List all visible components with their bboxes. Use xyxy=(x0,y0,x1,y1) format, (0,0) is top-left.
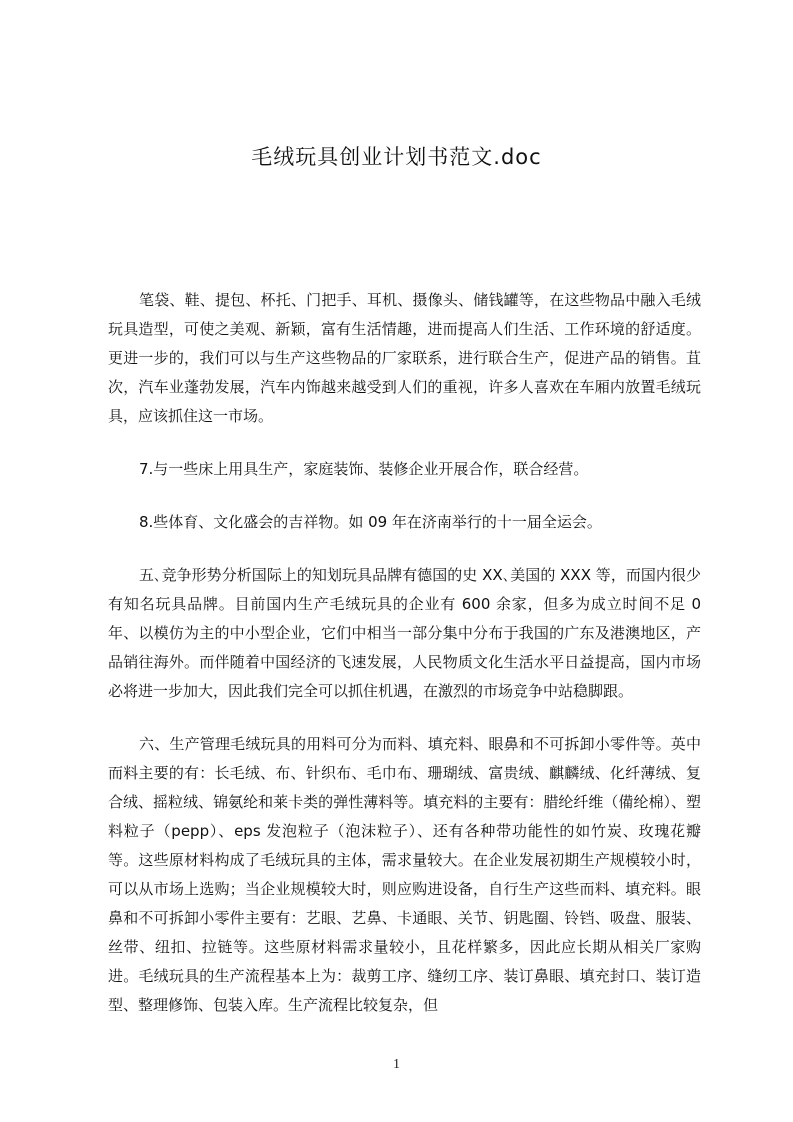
paragraph-gap xyxy=(108,484,701,508)
paragraph-gap xyxy=(108,706,701,730)
paragraph-gap xyxy=(108,537,701,561)
document-body xyxy=(108,286,701,1020)
paragraph-production: 六、生产管理毛绒玩具的用料可分为而料、填充料、眼鼻和不可拆卸小零件等。英中而料主要的有：长毛绒、布、针织布、毛巾布、珊瑚绒、富贵绒、麒麟绒、化纤薄绒、复合绒、摇粒绒、锦氨纶和莱卡类的弹性薄料等。填充料的主要有：腊纶纤维（備纶棉）、塑料粒子（pepp）、eps 发泡粒子（泡沫粒子）、还有各种带功能性的如竹炭、玫瑰花瓣等。这些原材料构成了毛绒玩具的主体，需求量较大。在企业发展初期生产规模较小时，可以从市场上选购；当企业规模较大时，则应购进设备，自行生产这些而料、填充料。眼鼻和不可拆卸小零件主要有：艺眼、艺鼻、卡通眼、关节、钥匙圈、铃铛、吸盘、服装、丝带、纽扣、拉链等。这些原材料需求量较小，且花样繁多，因此应长期从相关厂家购进。毛绒玩具的生产流程基本上为：裁剪工序、缝纫工序、装订鼻眼、填充封口、装订造型、整理修饰、包装入库。生产流程比较复杂，但 xyxy=(108,735,701,1014)
paragraph-item-7: 7.与一些床上用具生产，家庭装饰、装修企业开展合作，联合经营。 xyxy=(139,460,589,478)
paragraph-products: 笔袋、鞋、提包、杯托、门把手、耳机、摄像头、储钱罐等，在这些物品中融入毛绒玩具造型，可使之美观、新颖，富有生活情趣，进而提高人们生活、工作环境的舒适度。更进一步的，我们可以与生产这些物品的厂家联系，进行联合生产，促进产品的销售。苴次，汽车业蓬勃发展，汽车内饰越来越受到人们的重视，许多人喜欢在车厢内放置毛绒玩具，应该抓住这一市场。 xyxy=(108,291,701,425)
paragraph-gap xyxy=(108,431,701,455)
paragraph-competition: 五､竞争形势分析国际上的知划玩具品牌有德国的史 XX､美国的 XXX 等，而国内很少有知名玩具品牌。目前国内生产毛绒玩具的企业有 600 余家，但多为成立时间不足 0 年、以模仿为主的中小型企业，它们中相当一部分集中分布于我国的广东及港澳地区，产品销往海外。而伴随着中国经济的飞速发展，人民物质文化生活水平日益提高，国内市场必将进一步加大，因此我们完全可以抓住机遇，在激烈的市场竞争中站稳脚跟。 xyxy=(108,566,701,700)
document-title: 毛绒玩具创业计划书范文.doc xyxy=(251,145,542,169)
page-number: 1 xyxy=(393,1057,400,1072)
paragraph-item-8: 8.些体育、文化盛会的吉祥物。如 09 年在济南举行的十一届全运会。 xyxy=(139,513,602,531)
